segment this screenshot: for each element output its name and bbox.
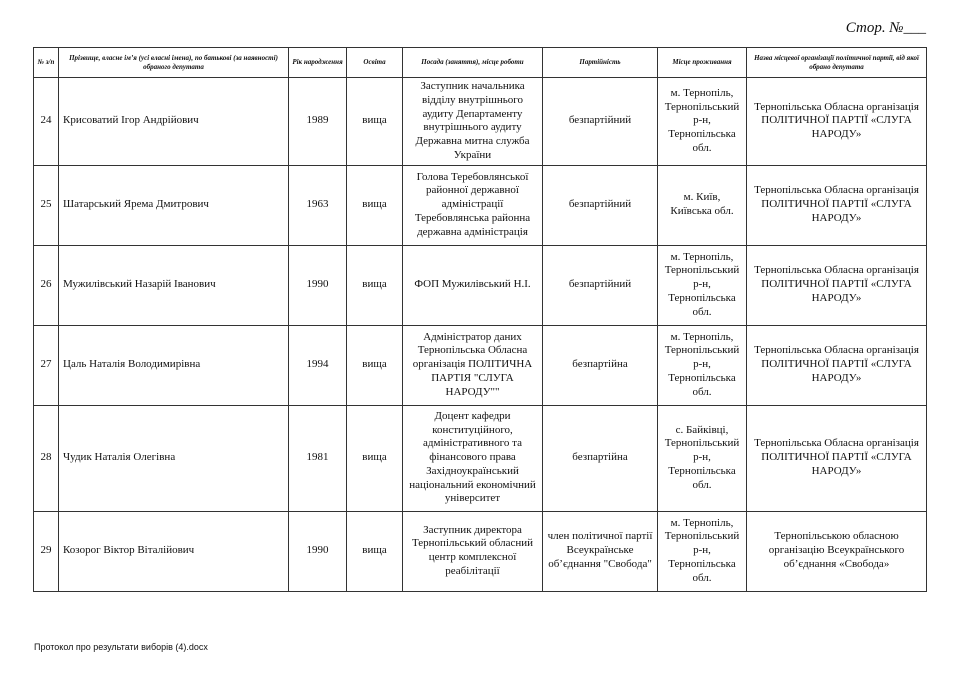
header-position: Посада (заняття), місце роботи [403, 48, 543, 78]
cell-residence: с. Байківці, Тернопільський р-н, Тернопільська обл. [658, 405, 747, 511]
cell-year: 1981 [289, 405, 347, 511]
cell-education: вища [347, 511, 403, 591]
document-footer: Протокол про результати виборів (4).docx [34, 642, 208, 652]
cell-residence: м. Тернопіль, Тернопільський р-н, Тернопільська обл. [658, 325, 747, 405]
table-row [34, 165, 927, 245]
cell-year: 1990 [289, 511, 347, 591]
cell-education: вища [347, 165, 403, 245]
cell-position: Заступник начальника відділу внутрішнього аудиту Департаменту внутрішнього аудиту Державна митна служба України [403, 78, 543, 166]
cell-organization: Тернопільська Обласна організація ПОЛІТИЧНОЇ ПАРТІЇ «СЛУГА НАРОДУ» [747, 245, 927, 325]
cell-residence: м. Тернопіль, Тернопільський р-н, Тернопільська обл. [658, 245, 747, 325]
cell-party: безпартійний [543, 78, 658, 166]
cell-position: ФОП Мужилівський Н.І. [403, 245, 543, 325]
cell-residence: м. Київ, Київська обл. [658, 165, 747, 245]
cell-organization: Тернопільська Обласна організація ПОЛІТИЧНОЇ ПАРТІЇ «СЛУГА НАРОДУ» [747, 325, 927, 405]
cell-position: Голова Теребовлянської районної державної адміністрації Теребовлянська районна державна адміністрація [403, 165, 543, 245]
cell-num: 24 [34, 78, 59, 166]
cell-organization: Тернопільською обласною організацію Всеукраїнського об’єднання «Свобода» [747, 511, 927, 591]
cell-education: вища [347, 325, 403, 405]
cell-residence: м. Тернопіль, Тернопільський р-н, Тернопільська обл. [658, 511, 747, 591]
table-header-row [34, 48, 927, 78]
cell-name: Чудик Наталія Олегівна [59, 405, 289, 511]
cell-party: безпартійний [543, 165, 658, 245]
cell-position: Заступник директора Тернопільський обласний центр комплексної реабілітації [403, 511, 543, 591]
deputies-table [33, 47, 927, 592]
cell-num: 28 [34, 405, 59, 511]
cell-num: 29 [34, 511, 59, 591]
cell-name: Цаль Наталія Володимирівна [59, 325, 289, 405]
cell-party: член політичної партії Всеукраїнське об’єднання "Свобода" [543, 511, 658, 591]
header-name: Прізвище, власне ім’я (усі власні імена), по батькові (за наявності) обраного депутата [59, 48, 289, 78]
cell-num: 26 [34, 245, 59, 325]
cell-year: 1990 [289, 245, 347, 325]
cell-year: 1989 [289, 78, 347, 166]
cell-num: 27 [34, 325, 59, 405]
page-number-label: Стор. №___ [845, 20, 926, 36]
cell-organization: Тернопільська Обласна організація ПОЛІТИЧНОЇ ПАРТІЇ «СЛУГА НАРОДУ» [747, 405, 927, 511]
header-num: № з/п [34, 48, 59, 78]
cell-education: вища [347, 405, 403, 511]
cell-name: Козорог Віктор Віталійович [59, 511, 289, 591]
cell-party: безпартійна [543, 325, 658, 405]
cell-year: 1994 [289, 325, 347, 405]
header-organization: Назва місцевої організації політичної партії, від якої обрано депутата [747, 48, 927, 78]
table-row [34, 245, 927, 325]
header-education: Освіта [347, 48, 403, 78]
cell-num: 25 [34, 165, 59, 245]
header-year: Рік народження [289, 48, 347, 78]
cell-party: безпартійна [543, 405, 658, 511]
header-residence: Місце проживання [658, 48, 747, 78]
cell-education: вища [347, 245, 403, 325]
cell-organization: Тернопільська Обласна організація ПОЛІТИЧНОЇ ПАРТІЇ «СЛУГА НАРОДУ» [747, 165, 927, 245]
table-row [34, 405, 927, 511]
table-row [34, 511, 927, 591]
table-row [34, 325, 927, 405]
cell-education: вища [347, 78, 403, 166]
cell-position: Доцент кафедри конституційного, адміністративного та фінансового права Західноукраїнський національний економічний університет [403, 405, 543, 511]
cell-party: безпартійний [543, 245, 658, 325]
cell-organization: Тернопільська Обласна організація ПОЛІТИЧНОЇ ПАРТІЇ «СЛУГА НАРОДУ» [747, 78, 927, 166]
cell-name: Мужилівський Назарій Іванович [59, 245, 289, 325]
cell-year: 1963 [289, 165, 347, 245]
cell-name: Шатарський Ярема Дмитрович [59, 165, 289, 245]
cell-position: Адміністратор даних Тернопільська Обласна організація ПОЛІТИЧНА ПАРТІЯ "СЛУГА НАРОДУ"" [403, 325, 543, 405]
cell-residence: м. Тернопіль, Тернопільський р-н, Тернопільська обл. [658, 78, 747, 166]
cell-name: Крисоватий Ігор Андрійович [59, 78, 289, 166]
header-party: Партійність [543, 48, 658, 78]
table-row [34, 78, 927, 166]
